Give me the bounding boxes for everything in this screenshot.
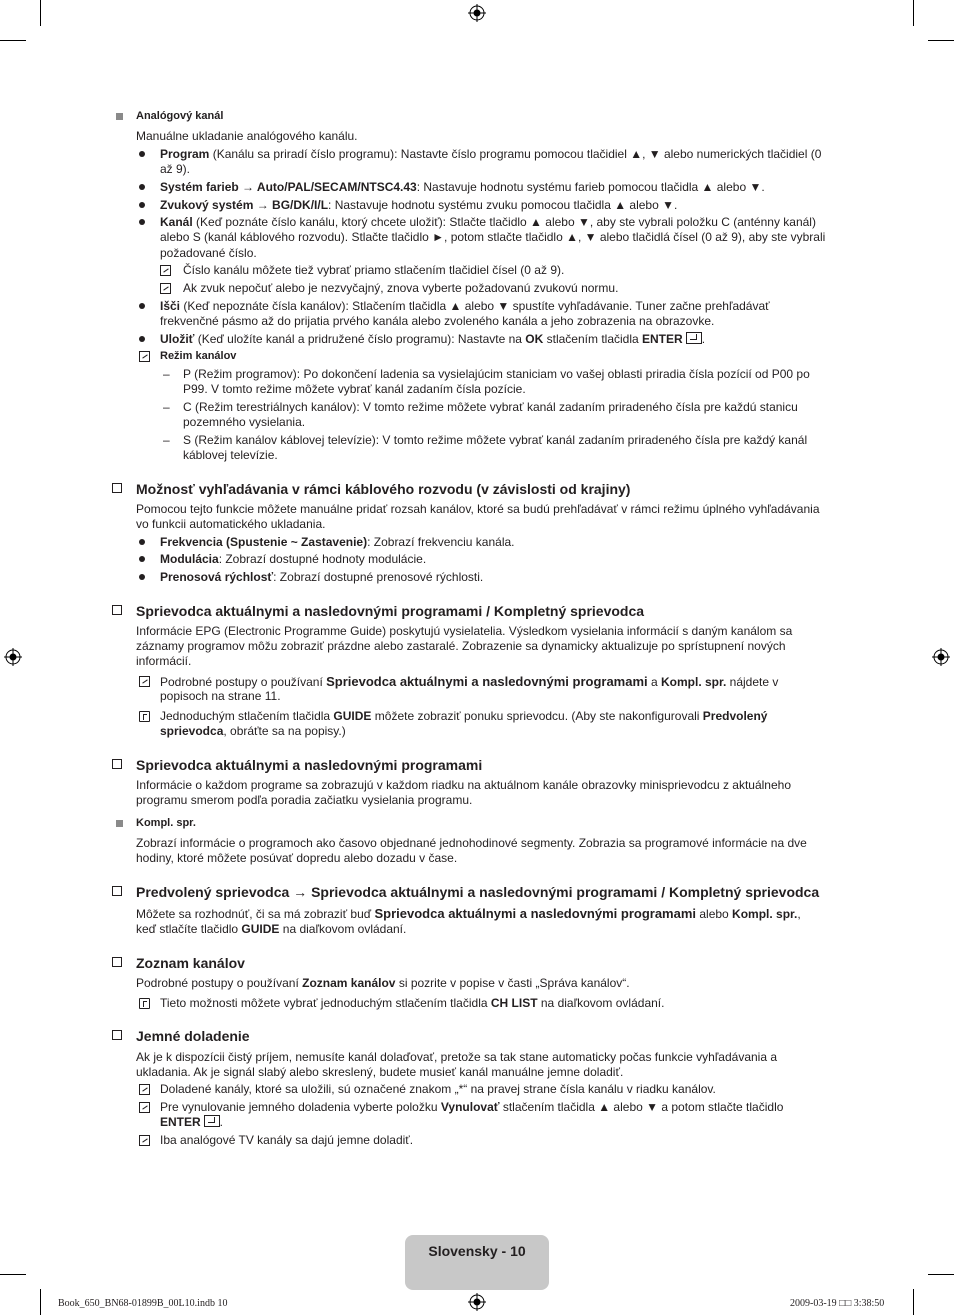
symbol-rate-item: Prenosová rýchlosť: Zobrazí dostupné prenosové rýchlosti. bbox=[160, 570, 484, 584]
fine-tune-reset-note: Pre vynulovanie jemného doladenia vyberte položku Vynulovať stlačením tlačidla ▲ alebo ▼ a potom stlačte tlačidlo bbox=[160, 1100, 784, 1114]
frequency-item: Frekvencia (Spustenie ~ Zastavenie): Zobrazí frekvenciu kanála. bbox=[160, 535, 515, 549]
colour-system-item: Systém farieb → Auto/PAL/SECAM/NTSC4.43: Nastavuje hodnotu systému farieb pomocou tlačidla ▲ alebo ▼. bbox=[160, 180, 765, 194]
cable-text: Pomocou tejto funkcie môžete manuálne pridať rozsah kanálov, ktoré sa budú prehľadávať v rámci režimu úplného vyhľadávania bbox=[136, 502, 820, 516]
search-item-cont: frekvenčné pásmo až do prijatia prvého kanála alebo zvoleného kanála a jeho zobrazenia na obrazovke. bbox=[160, 314, 715, 328]
dash-bullet: – bbox=[163, 433, 170, 447]
mode-p-cont: P99. V tomto režime môžete vybrať kanál zadaním čísla pozície. bbox=[183, 382, 526, 396]
default-guide-text: Môžete sa rozhodnúť, či sa má zobraziť buď Sprievodca aktuálnymi a nasledovnými programami alebo Kompl. spr., bbox=[136, 906, 801, 921]
mode-p: P (Režim programov): Po dokončení ladenia sa vysielajúcim staniciam vo vašej oblasti priradia čísla pozícií od P00 po bbox=[183, 367, 810, 381]
fine-tune-reset-note-cont: ENTER . bbox=[160, 1115, 224, 1129]
bullet-icon bbox=[139, 303, 145, 309]
tip-icon bbox=[139, 711, 150, 722]
bullet-icon bbox=[139, 151, 145, 157]
channel-item: Kanál (Keď poznáte číslo kanálu, ktorý chcete uložiť): Stlačte tlačidlo ▲ alebo ▼, aby ste vybrali položku C (anténny kanál) bbox=[160, 215, 816, 229]
crop-mark bbox=[913, 0, 914, 26]
crop-mark bbox=[928, 40, 954, 41]
epg-tip-cont: sprievodca, obráťte sa na popisy.) bbox=[160, 724, 346, 738]
fine-tune-heading: Jemné doladenie bbox=[136, 1028, 250, 1044]
registration-mark-icon bbox=[4, 648, 22, 666]
program-item: Program (Kanálu sa priradí číslo programu): Nastavte číslo programu pomocou tlačidiel ▲, ▼ alebo numerických tlačidiel (0 bbox=[160, 147, 822, 161]
default-guide-heading: Predvolený sprievodca → Sprievodca aktuálnymi a nasledovnými programami / Kompletný sprievodca bbox=[136, 884, 820, 900]
channel-list-tip: Tieto možnosti môžete vybrať jednoduchým stlačením tlačidla CH LIST na diaľkovom ovládaní. bbox=[160, 996, 665, 1010]
note-icon bbox=[139, 1084, 150, 1095]
page-number: Slovensky - 10 bbox=[428, 1243, 526, 1259]
fine-tune-analog-note: Iba analógové TV kanály sa dajú jemne doladiť. bbox=[160, 1133, 414, 1147]
cable-heading: Možnosť vyhľadávania v rámci káblového rozvodu (v závislosti od krajiny) bbox=[136, 481, 631, 497]
full-guide-text: Zobrazí informácie o programoch ako časovo objednané jednohodinové segmenty. Zobrazia sa programové informácie na dve bbox=[136, 836, 807, 850]
note-icon bbox=[160, 265, 171, 276]
tip-icon bbox=[139, 998, 150, 1009]
note-icon bbox=[160, 283, 171, 294]
crop-mark bbox=[40, 1289, 41, 1315]
checkbox-bullet-icon bbox=[112, 759, 122, 769]
checkbox-bullet-icon bbox=[112, 886, 122, 896]
dash-bullet: – bbox=[163, 367, 170, 381]
bullet-icon bbox=[139, 184, 145, 190]
enter-icon bbox=[686, 332, 702, 344]
square-bullet-icon bbox=[116, 113, 123, 120]
epg-heading: Sprievodca aktuálnymi a nasledovnými programami / Kompletný sprievodca bbox=[136, 603, 645, 619]
enter-icon bbox=[204, 1115, 220, 1127]
mode-c: C (Režim terestriálnych kanálov): V tomto režime môžete vybrať kanál zadaním priradeného čísla pre každú stanicu bbox=[183, 400, 798, 414]
checkbox-bullet-icon bbox=[112, 1030, 122, 1040]
checkbox-bullet-icon bbox=[112, 605, 122, 615]
now-next-heading: Sprievodca aktuálnymi a nasledovnými programami bbox=[136, 757, 483, 773]
channel-list-text: Podrobné postupy o používaní Zoznam kanálov si pozrite v popise v časti „Správa kanálov“. bbox=[136, 976, 630, 990]
now-next-text: Informácie o každom programe sa zobrazujú v každom riadku na aktuálnom kanále obrazovky minisprievodcu z aktuálneho bbox=[136, 778, 792, 792]
mode-s-cont: káblovej televízie. bbox=[183, 448, 278, 462]
footer-file: Book_650_BN68-01899B_00L10.indb 10 bbox=[58, 1298, 228, 1309]
channel-list-heading: Zoznam kanálov bbox=[136, 955, 245, 971]
channel-item-cont: alebo S (kanál káblového rozvodu). Stlačte tlačidlo ►, potom stlačte tlačidlo ▲, ▼ alebo tlačidlá čísel (0 až 9), aby ste vybrali bbox=[160, 230, 826, 244]
note-icon bbox=[139, 676, 150, 687]
epg-text-cont: záznamy programov môžu zobraziť prázdne alebo zastaralé. Zobrazenie sa dynamicky aktualizuje po sprístupnení nových bbox=[136, 639, 786, 653]
mode-s: S (Režim kanálov káblovej televízie): V tomto režime môžete vybrať kanál zadaním priradeného čísla pre každý kanál bbox=[183, 433, 808, 447]
channel-mode-heading: Režim kanálov bbox=[160, 350, 237, 362]
bullet-icon bbox=[139, 539, 145, 545]
modulation-item: Modulácia: Zobrazí dostupné hodnoty modulácie. bbox=[160, 552, 427, 566]
registration-mark-icon bbox=[468, 4, 486, 22]
square-bullet-icon bbox=[116, 820, 123, 827]
analog-intro: Manuálne ukladanie analógového kanálu. bbox=[136, 129, 358, 143]
full-guide-heading: Kompl. spr. bbox=[136, 817, 196, 829]
registration-mark-icon bbox=[468, 1293, 486, 1311]
registration-mark-icon bbox=[932, 648, 950, 666]
cable-text-cont: vo funkcii automatického ukladania. bbox=[136, 517, 326, 531]
bullet-icon bbox=[139, 202, 145, 208]
channel-note: Číslo kanálu môžete tiež vybrať priamo stlačením tlačidiel čísel (0 až 9). bbox=[183, 263, 565, 277]
analog-heading: Analógový kanál bbox=[136, 110, 224, 122]
note-icon bbox=[139, 351, 150, 362]
channel-item-cont: požadované číslo. bbox=[160, 246, 257, 260]
epg-note-cont: popisoch na strane 11. bbox=[160, 689, 281, 703]
search-item: Išči (Keď nepoznáte čísla kanálov): Stlačením tlačidla ▲ alebo ▼ spustíte vyhľadávanie. Tuner začne prehľadávať bbox=[160, 299, 770, 313]
full-guide-text-cont: hodiny, ktoré môžete posúvať dopredu alebo dozadu v čase. bbox=[136, 851, 458, 865]
bullet-icon bbox=[139, 219, 145, 225]
footer-date: 2009-03-19 □□ 3:38:50 bbox=[790, 1298, 885, 1309]
checkbox-bullet-icon bbox=[112, 483, 122, 493]
crop-mark bbox=[913, 1289, 914, 1315]
sound-system-item: Zvukový systém → BG/DK/I/L: Nastavuje hodnotu systému zvuku pomocou tlačidla ▲ alebo ▼. bbox=[160, 198, 678, 212]
fine-tune-text-cont: ukladania. Ak je signál slabý alebo skreslený, budete musieť kanál manuálne jemne doladiť. bbox=[136, 1065, 624, 1079]
crop-mark bbox=[928, 1274, 954, 1275]
crop-mark bbox=[0, 1274, 26, 1275]
now-next-text-cont: programu smerom podľa poradia začiatku vysielania programu. bbox=[136, 793, 473, 807]
dash-bullet: – bbox=[163, 400, 170, 414]
checkbox-bullet-icon bbox=[112, 957, 122, 967]
note-icon bbox=[139, 1135, 150, 1146]
fine-tune-text: Ak je k dispozícii čistý príjem, nemusíte kanál dolaďovať, pretože sa tak stane automaticky počas funkcie vyhľadávania a bbox=[136, 1050, 778, 1064]
program-item-cont: až 9). bbox=[160, 162, 191, 176]
epg-text-cont: informácií. bbox=[136, 654, 192, 668]
bullet-icon bbox=[139, 574, 145, 580]
note-icon bbox=[139, 1102, 150, 1113]
fine-tune-note: Doladené kanály, ktoré sa uložili, sú označené znakom „*“ na pravej strane čísla kanálu v riadku kanálov. bbox=[160, 1082, 716, 1096]
sound-note: Ak zvuk nepočuť alebo je nezvyčajný, znova vyberte požadovanú zvukovú normu. bbox=[183, 281, 619, 295]
store-item: Uložiť (Keď uložíte kanál a pridružené číslo programu): Nastavte na OK stlačením tlačidla ENTER . bbox=[160, 332, 706, 346]
crop-mark bbox=[0, 40, 26, 41]
epg-text: Informácie EPG (Electronic Programme Guide) poskytujú vysielatelia. Výsledkom vysielania informácií s daným kanálom sa bbox=[136, 624, 793, 638]
crop-mark bbox=[40, 0, 41, 26]
bullet-icon bbox=[139, 556, 145, 562]
bullet-icon bbox=[139, 336, 145, 342]
mode-c-cont: pozemného vysielania. bbox=[183, 415, 306, 429]
default-guide-text-cont: keď stlačíte tlačidlo GUIDE na diaľkovom ovládaní. bbox=[136, 922, 407, 936]
epg-tip: Jednoduchým stlačením tlačidla GUIDE môžete zobraziť ponuku sprievodcu. (Aby ste nakonfigurovali Predvolený bbox=[160, 709, 768, 723]
epg-note: Podrobné postupy o používaní Sprievodca aktuálnymi a nasledovnými programami a Kompl. spr. nájdete v bbox=[160, 674, 779, 689]
